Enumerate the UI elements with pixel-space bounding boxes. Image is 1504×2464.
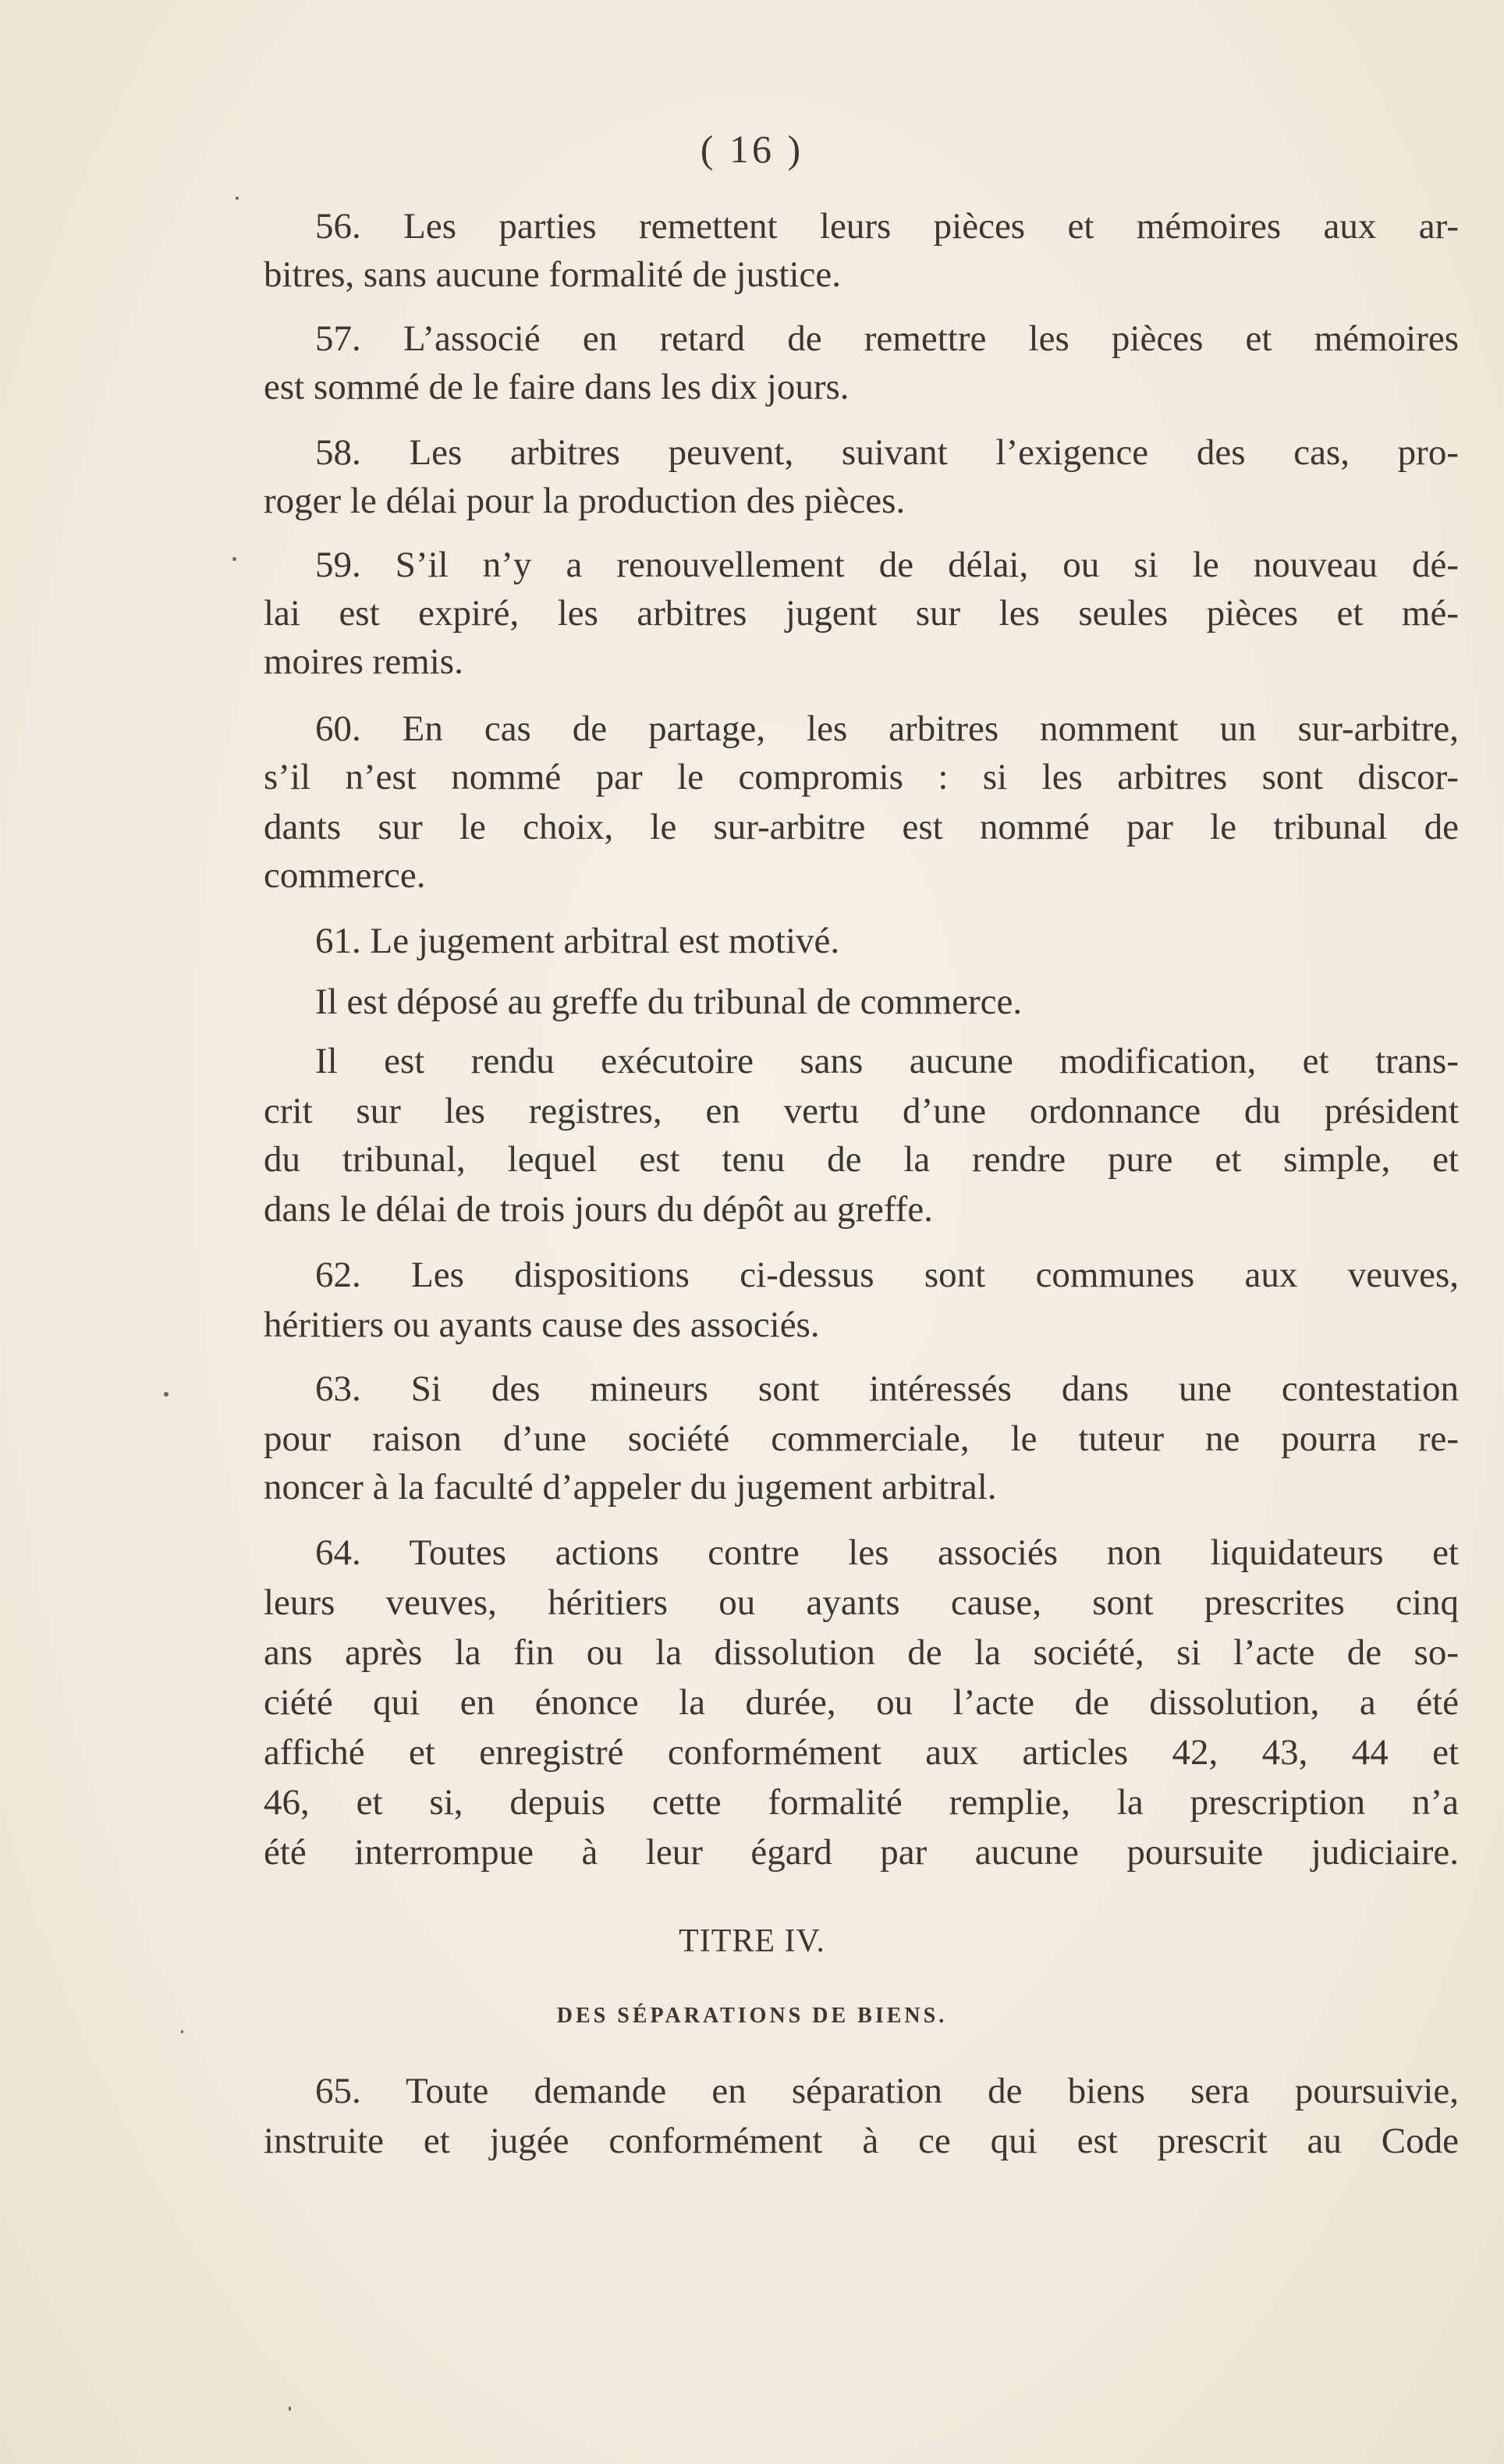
- ink-speck: [236, 197, 239, 200]
- text-line: Il est rendu exécutoire sans aucune modification, et trans-: [315, 1041, 1459, 1081]
- text-line: 46, et si, depuis cette formalité remplie, la prescription n’a: [264, 1782, 1459, 1823]
- page-number: ( 16 ): [700, 127, 804, 171]
- ink-speck: [164, 1392, 168, 1397]
- text-line: s’il n’est nommé par le compromis : si les arbitres sont discor-: [264, 757, 1459, 797]
- body-text: [264, 0, 1459, 2464]
- text-line: héritiers ou ayants cause des associés.: [264, 1305, 820, 1345]
- text-line: lai est expiré, les arbitres jugent sur les seules pièces et mé-: [264, 593, 1459, 634]
- title-heading: TITRE IV.: [679, 1923, 825, 1959]
- text-line: leurs veuves, héritiers ou ayants cause, sont prescrites cinq: [264, 1582, 1459, 1623]
- text-line: 57. L’associé en retard de remettre les pièces et mémoires: [315, 318, 1459, 359]
- text-line: moires remis.: [264, 641, 463, 682]
- text-line: dants sur le choix, le sur-arbitre est nommé par le tribunal de: [264, 807, 1459, 847]
- text-line: dans le délai de trois jours du dépôt au greffe.: [264, 1189, 933, 1230]
- section-subheading: DES SÉPARATIONS DE BIENS.: [556, 2004, 948, 2028]
- text-line: pour raison d’une société commerciale, le tuteur ne pourra re-: [264, 1418, 1459, 1459]
- text-line: 59. S’il n’y a renouvellement de délai, ou si le nouveau dé-: [315, 545, 1459, 585]
- text-line: bitres, sans aucune formalité de justice.: [264, 254, 841, 295]
- text-line: instruite et jugée conformément à ce qui est prescrit au Code: [264, 2121, 1459, 2161]
- text-line: Il est déposé au greffe du tribunal de commerce.: [315, 982, 1023, 1022]
- text-line: du tribunal, lequel est tenu de la rendre pure et simple, et: [264, 1139, 1459, 1180]
- ink-speck: [289, 2406, 291, 2411]
- text-line: 65. Toute demande en séparation de biens sera poursuivie,: [315, 2071, 1459, 2111]
- text-line: 60. En cas de partage, les arbitres nomment un sur-arbitre,: [315, 708, 1459, 749]
- text-line: commerce.: [264, 855, 426, 896]
- text-line: est sommé de le faire dans les dix jours.: [264, 367, 850, 407]
- text-line: roger le délai pour la production des pièces.: [264, 481, 906, 521]
- text-line: affiché et enregistré conformément aux articles 42, 43, 44 et: [264, 1732, 1459, 1773]
- text-line: 61. Le jugement arbitral est motivé.: [315, 921, 840, 961]
- text-line: crit sur les registres, en vertu d’une ordonnance du président: [264, 1091, 1459, 1131]
- text-line: ciété qui en énonce la durée, ou l’acte de dissolution, a été: [264, 1682, 1459, 1723]
- text-line: 64. Toutes actions contre les associés non liquidateurs et: [315, 1532, 1459, 1573]
- text-line: 58. Les arbitres peuvent, suivant l’exigence des cas, pro-: [315, 432, 1459, 473]
- text-line: été interrompue à leur égard par aucune poursuite judiciaire.: [264, 1832, 1459, 1873]
- text-line: ans après la fin ou la dissolution de la société, si l’acte de so-: [264, 1632, 1459, 1673]
- text-line: noncer à la faculté d’appeler du jugement arbitral.: [264, 1467, 997, 1507]
- text-line: 62. Les dispositions ci-dessus sont communes aux veuves,: [315, 1255, 1459, 1295]
- ink-speck: [181, 2030, 183, 2033]
- text-line: 63. Si des mineurs sont intéressés dans une contestation: [315, 1369, 1459, 1409]
- ink-speck: [232, 557, 236, 561]
- text-line: 56. Les parties remettent leurs pièces et mémoires aux ar-: [315, 206, 1459, 247]
